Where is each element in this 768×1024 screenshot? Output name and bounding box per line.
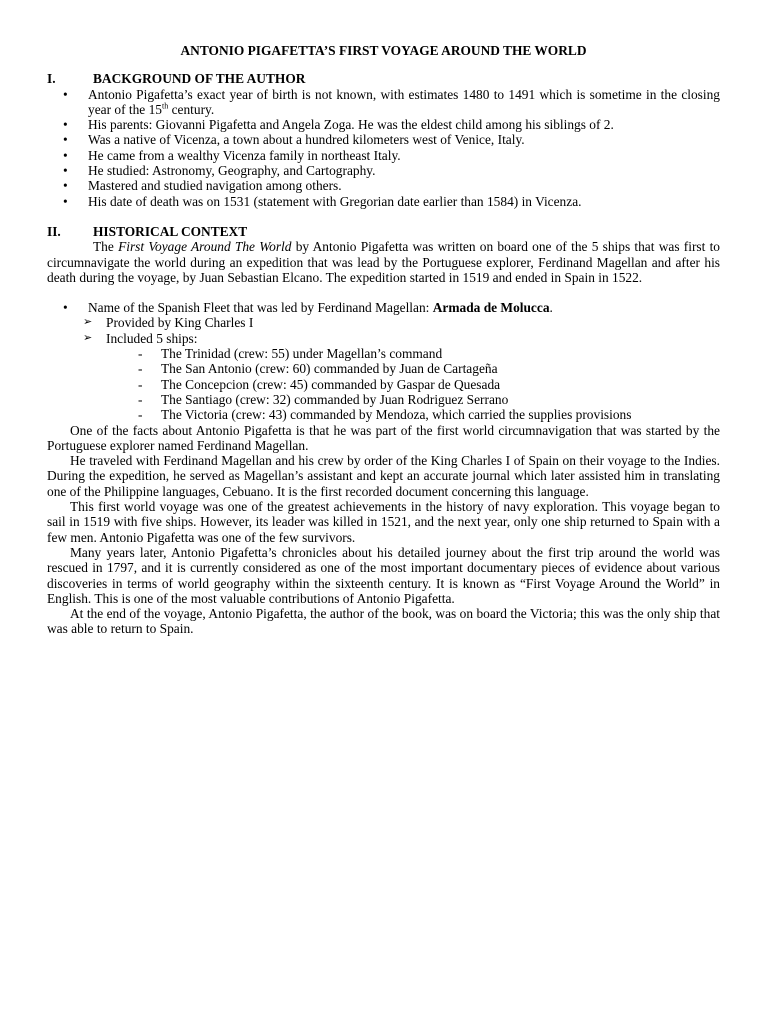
paragraph: One of the facts about Antonio Pigafetta is that he was part of the first world circumnavigation that was started by the Portuguese explorer named Ferdinand Magellan. <box>47 422 720 453</box>
list-item-text: His date of death was on 1531 (statement with Gregorian date earlier than 1584) in Vicenza. <box>88 193 582 209</box>
superscript: th <box>162 101 169 111</box>
list-item <box>47 392 720 407</box>
intro-text: by Antonio Pigafetta was written on board one of the 5 ships that was first to circumnavigate the world during an expedition that was lead by the Portuguese explorer, Ferdinand Magellan and after his death during the voyage, by Juan Sebastian Elcano. The expedition started in 1519 and ended in Spain in 1522. <box>47 239 720 285</box>
bullet-icon: • <box>63 193 68 209</box>
list-item <box>47 377 720 392</box>
author-background-list <box>47 87 720 209</box>
fleet-period: . <box>549 300 553 316</box>
list-item <box>47 148 720 163</box>
bullet-icon: • <box>63 86 68 102</box>
dash-bullet-icon: - <box>138 376 143 392</box>
section-1-heading <box>47 71 720 86</box>
bullet-icon: • <box>63 300 68 316</box>
ship-text: The Concepcion (crew: 45) commanded by Gaspar de Quesada <box>161 376 501 392</box>
list-item <box>47 346 720 361</box>
list-item-text: Mastered and studied navigation among others. <box>88 178 342 194</box>
paragraph: At the end of the voyage, Antonio Pigafetta, the author of the book, was on board the Victoria; this was the only ship that was able to return to Spain. <box>47 606 720 637</box>
list-item <box>47 87 720 118</box>
bullet-icon: • <box>63 117 68 133</box>
list-item-text: His parents: Giovanni Pigafetta and Angela Zoga. He was the eldest child among his siblings of 2. <box>88 117 614 133</box>
section-2-number: II. <box>47 223 61 239</box>
list-item-text: He studied: Astronomy, Geography, and Cartography. <box>88 163 376 179</box>
list-item <box>47 163 720 178</box>
section-2-heading <box>47 224 720 239</box>
fleet-name: Armada de Molucca <box>432 300 550 316</box>
list-item <box>47 300 720 315</box>
list-item-text: Included 5 ships: <box>106 330 198 346</box>
fleet-details-list <box>47 315 720 346</box>
ships-list <box>47 346 720 422</box>
document-title: ANTONIO PIGAFETTA’S FIRST VOYAGE AROUND THE WORLD <box>180 43 587 58</box>
bullet-icon: • <box>63 163 68 179</box>
ship-text: The San Antonio (crew: 60) commanded by Juan de Cartageña <box>161 361 498 377</box>
dash-bullet-icon: - <box>138 346 143 362</box>
list-item <box>47 331 720 346</box>
list-item-text: Provided by King Charles I <box>106 315 254 331</box>
list-item <box>47 315 720 330</box>
paragraph: Many years later, Antonio Pigafetta’s chronicles about his detailed journey about the first trip around the world was rescued in 1797, and it is currently considered as one of the most important documentary pieces of evidence about various discoveries in terms of world geography within the sixteenth century. It is known as “First Voyage Around the World” in English. This is one of the most valuable contributions of Antonio Pigafetta. <box>47 544 720 606</box>
book-title: First Voyage Around The World <box>118 239 292 255</box>
list-item <box>47 194 720 209</box>
bullet-icon: • <box>63 132 68 148</box>
list-item <box>47 361 720 376</box>
spacer <box>47 285 720 300</box>
ship-text: The Victoria (crew: 43) commanded by Mendoza, which carried the supplies provisions <box>161 407 632 423</box>
intro-text: The <box>93 239 119 255</box>
paragraph: He traveled with Ferdinand Magellan and his crew by order of the King Charles I of Spain on their voyage to the Indies. During the expedition, he served as Magellan’s assistant and kept an accurate journal which later assisted him in translating one of the Philippine languages, Cebuano. It is the first recorded document concerning this language. <box>47 453 720 499</box>
list-item-text: Was a native of Vicenza, a town about a hundred kilometers west of Venice, Italy. <box>88 132 525 148</box>
dash-bullet-icon: - <box>138 361 143 377</box>
dash-bullet-icon: - <box>138 391 143 407</box>
list-item <box>47 117 720 132</box>
paragraph: This first world voyage was one of the greatest achievements in the history of navy exploration. This voyage began to sail in 1519 with five ships. However, its leader was killed in 1521, and the next year, only one ship returned to Spain with a few men. Antonio Pigafetta was one of the few survivors. <box>47 499 720 545</box>
spacer <box>47 209 720 224</box>
section-2-title: HISTORICAL CONTEXT <box>93 223 248 239</box>
list-item-text: He came from a wealthy Vicenza family in northeast Italy. <box>88 147 401 163</box>
arrow-bullet-icon: ➢ <box>83 316 93 329</box>
bullet-icon: • <box>63 147 68 163</box>
dash-bullet-icon: - <box>138 407 143 423</box>
ship-text: The Santiago (crew: 32) commanded by Juan Rodriguez Serrano <box>161 391 509 407</box>
list-item <box>47 132 720 147</box>
fleet-list <box>47 300 720 315</box>
historical-context-intro <box>47 239 720 285</box>
list-item-text: century. <box>168 101 215 117</box>
list-item-text: Antonio Pigafetta’s exact year of birth is not known, with estimates 1480 to 1491 which is sometime in the closing year of the 15 <box>88 86 720 117</box>
list-item <box>47 407 720 422</box>
list-item <box>47 178 720 193</box>
ship-text: The Trinidad (crew: 55) under Magellan’s command <box>161 346 443 362</box>
arrow-bullet-icon: ➢ <box>83 331 93 344</box>
section-1-number: I. <box>47 71 56 87</box>
fleet-label: Name of the Spanish Fleet that was led by Ferdinand Magellan: <box>88 300 433 316</box>
bullet-icon: • <box>63 178 68 194</box>
section-1-title: BACKGROUND OF THE AUTHOR <box>93 71 306 87</box>
